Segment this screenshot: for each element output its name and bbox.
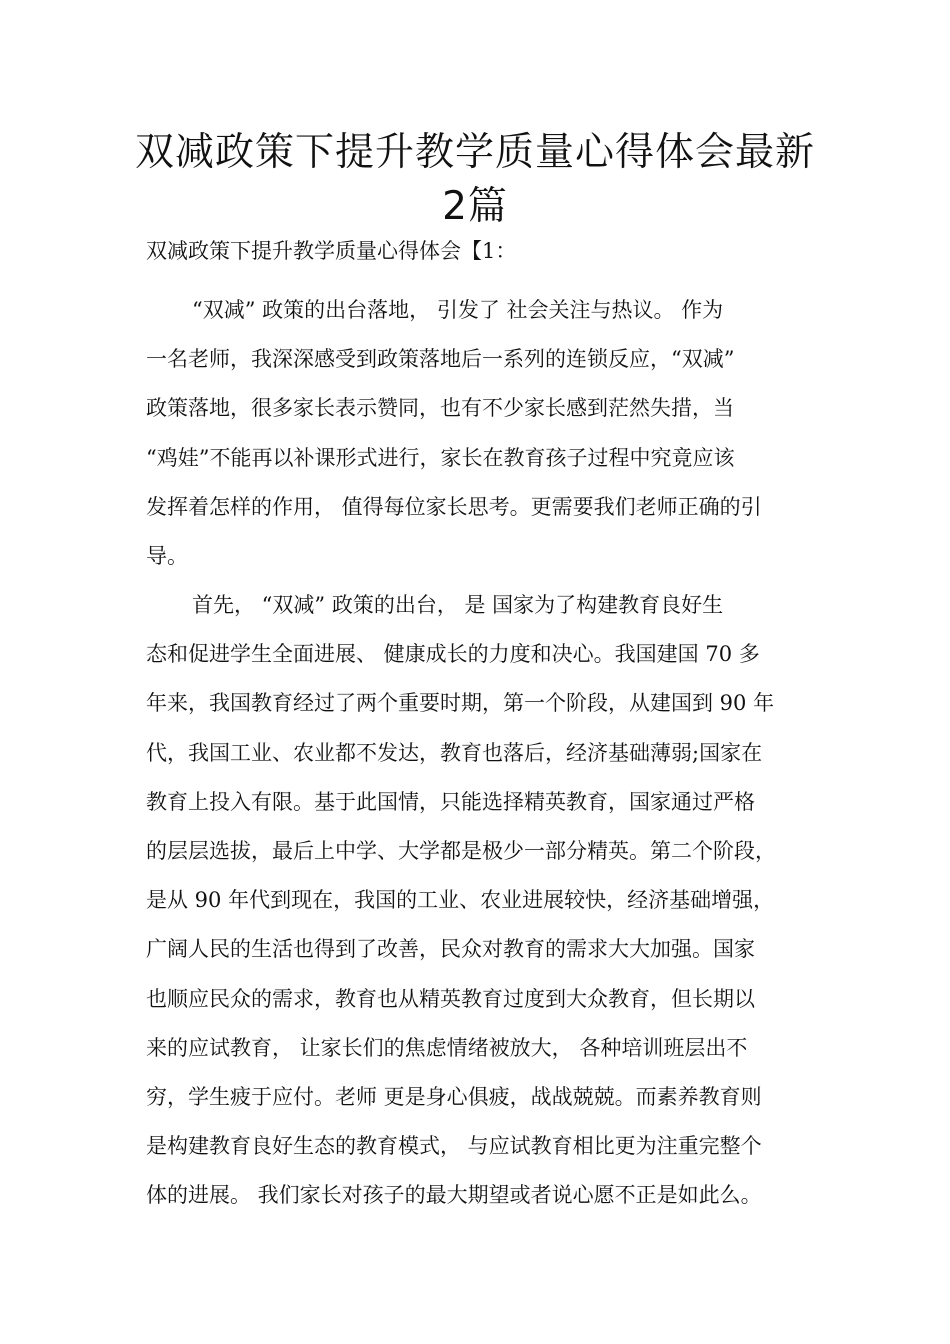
- paragraph-line: 代，我国工业、农业都不发达，教育也落后，经济基础薄弱;国家在: [146, 740, 763, 765]
- paragraph-line: 的层层选拔，最后上中学、大学都是极少一部分精英。第二个阶段，: [146, 838, 776, 863]
- paragraph-line: 穷，学生疲于应付。老师 更是身心俱疲，战战兢兢。而素养教育则: [146, 1084, 762, 1109]
- paragraph-line: 发挥着怎样的作用， 值得每位家长思考。更需要我们老师正确的引: [146, 494, 762, 519]
- paragraph-line: “鸡娃”不能再以补课形式进行，家长在教育孩子过程中究竟应该: [146, 445, 735, 470]
- paragraph-line: 一名老师，我深深感受到政策落地后一系列的连锁反应，“双减”: [146, 347, 735, 372]
- paragraph-line: “双减” 政策的出台落地， 引发了 社会关注与热议。 作为: [192, 298, 724, 322]
- paragraph-line: 教育上投入有限。基于此国情，只能选择精英教育，国家通过严格: [146, 789, 755, 814]
- paragraph-line: 态和促进学生全面进展、 健康成长的力度和决心。我国建国 70 多: [146, 642, 760, 667]
- paragraph-line: 是构建教育良好生态的教育模式， 与应试教育相比更为注重完整个: [146, 1134, 762, 1159]
- paragraph-line: 首先， “双减” 政策的出台， 是 国家为了构建教育良好生: [192, 593, 724, 617]
- title-line-2: 2篇: [442, 184, 508, 229]
- paragraph-line: 体的进展。 我们家长对孩子的最大期望或者说心愿不正是如此么。: [146, 1183, 762, 1208]
- paragraph-line: 也顺应民众的需求，教育也从精英教育过度到大众教育，但长期以: [146, 986, 755, 1011]
- paragraph-line: 年来，我国教育经过了两个重要时期，第一个阶段，从建国到 90 年: [146, 691, 775, 716]
- paragraph-line: 来的应试教育， 让家长们的焦虑情绪被放大， 各种培训班层出不: [146, 1035, 748, 1060]
- paragraph-2: [146, 581, 836, 1220]
- paragraph-line: 导。: [146, 543, 188, 568]
- paragraph-1: [146, 286, 836, 581]
- title-line-1: 双减政策下提升教学质量心得体会最新: [134, 130, 815, 175]
- section-heading: 双减政策下提升教学质量心得体会【1：: [146, 239, 517, 263]
- paragraph-line: 政策落地，很多家长表示赞同，也有不少家长感到茫然失措，当: [146, 396, 734, 421]
- paragraph-line: 是从 90 年代到现在，我国的工业、农业进展较快，经济基础增强，: [146, 888, 775, 913]
- paragraph-line: 广阔人民的生活也得到了改善，民众对教育的需求大大加强。国家: [146, 937, 755, 962]
- document-title: [100, 126, 850, 234]
